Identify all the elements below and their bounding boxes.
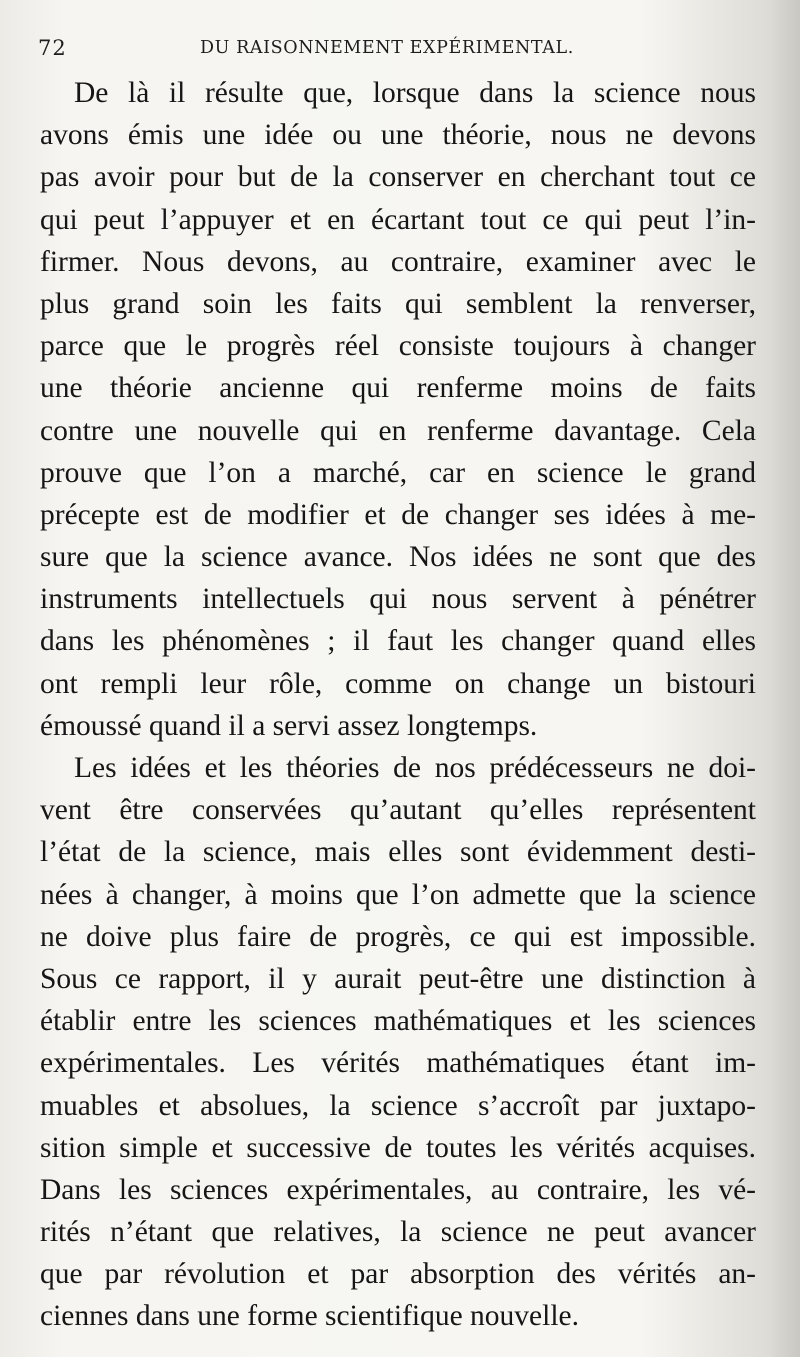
text-line: ne doive plus faire de progrès, ce qui est impossible.: [40, 920, 756, 953]
text-line: instruments intellectuels qui nous servent à pénétrer: [40, 583, 756, 616]
page-number: 72: [38, 36, 67, 60]
text-line: pas avoir pour but de la conserver en cherchant tout ce: [40, 161, 756, 194]
text-line: une théorie ancienne qui renferme moins de faits: [40, 372, 756, 405]
text-line: nées à changer, à moins que l’on admette que la science: [40, 878, 756, 911]
text-line: ont rempli leur rôle, comme on change un bistouri: [40, 667, 756, 700]
text-line: établir entre les sciences mathématiques et les sciences: [40, 1005, 756, 1038]
text-line: dans les phénomènes ; il faut les changer quand elles: [40, 625, 756, 658]
text-line: vent être conservées qu’autant qu’elles représentent: [40, 794, 756, 827]
text-line: Sous ce rapport, il y aurait peut-être une distinction à: [40, 962, 756, 995]
text-line: Les idées et les théories de nos prédécesseurs ne doi-: [74, 752, 756, 784]
text-line: parce que le progrès réel consiste toujours à changer: [40, 330, 756, 363]
paragraph-1: [40, 72, 756, 747]
paragraph-2: [40, 747, 756, 1338]
text-line: l’état de la science, mais elles sont évidemment desti-: [40, 836, 756, 869]
page-header: [36, 36, 756, 66]
text-line: que par révolution et par absorption des vérités an-: [40, 1258, 756, 1291]
text-line: Dans les sciences expérimentales, au contraire, les vé-: [40, 1173, 756, 1206]
text-line: prouve que l’on a marché, car en science le grand: [40, 456, 756, 489]
text-line: avons émis une idée ou une théorie, nous ne devons: [40, 119, 756, 152]
body-text: [40, 72, 756, 1338]
text-line: contre une nouvelle qui en renferme davantage. Cela: [40, 414, 756, 447]
text-line: sure que la science avance. Nos idées ne sont que des: [40, 541, 756, 574]
text-line: précepte est de modifier et de changer ses idées à me-: [40, 498, 756, 531]
text-line: firmer. Nous devons, au contraire, examiner avec le: [40, 245, 756, 278]
text-line: expérimentales. Les vérités mathématiques étant im-: [40, 1047, 756, 1080]
running-head: DU RAISONNEMENT EXPÉRIMENTAL.: [200, 38, 574, 58]
text-line: rités n’étant que relatives, la science ne peut avancer: [40, 1216, 756, 1249]
text-line: muables et absolues, la science s’accroît par juxtapo-: [40, 1089, 756, 1122]
text-line: De là il résulte que, lorsque dans la science nous: [74, 77, 756, 109]
text-line: émoussé quand il a servi assez longtemps.: [40, 709, 538, 742]
text-line: sition simple et successive de toutes les vérités acquises.: [40, 1131, 756, 1164]
text-line: plus grand soin les faits qui semblent la renverser,: [40, 287, 756, 320]
text-line: qui peut l’appuyer et en écartant tout ce qui peut l’in-: [40, 203, 756, 236]
text-line: ciennes dans une forme scientifique nouvelle.: [40, 1300, 580, 1333]
